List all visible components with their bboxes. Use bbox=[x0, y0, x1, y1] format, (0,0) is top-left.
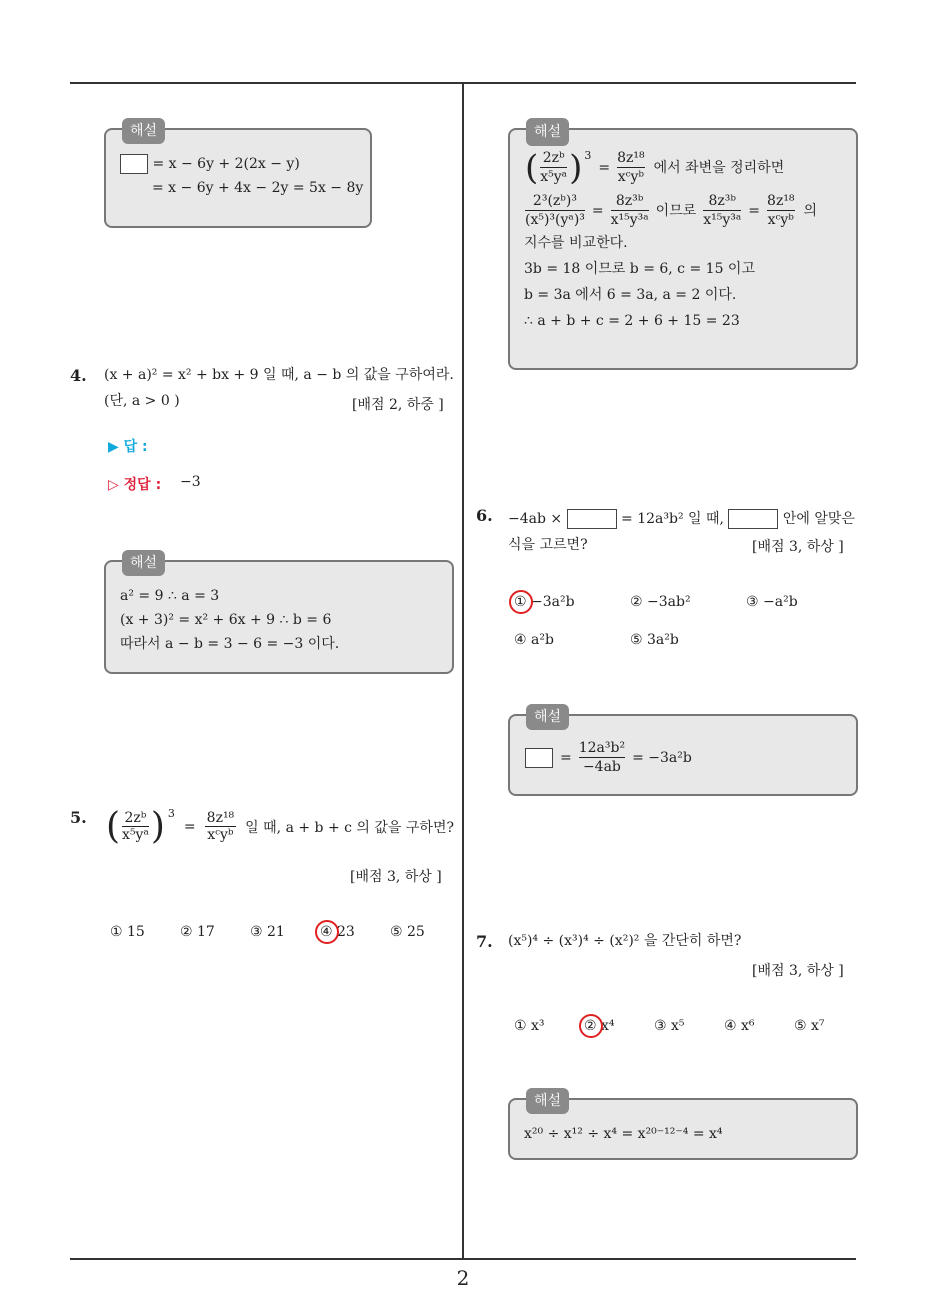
choice-1[interactable]: ① −3a²b bbox=[514, 594, 575, 610]
solution-tag: 해설 bbox=[526, 118, 569, 146]
question-number: 7. bbox=[476, 932, 493, 951]
choice-5[interactable]: ⑤ x⁷ bbox=[794, 1018, 825, 1034]
blank-box bbox=[728, 509, 778, 529]
points-label: [배점 3, 하상 ] bbox=[752, 963, 844, 979]
blank-box bbox=[567, 509, 617, 529]
solution-box-q5: 해설 ( 2zᵇ x⁵yᵃ ) 3 = 8z¹⁸ xᶜyᵇ 에서 좌변을 정리하면 2³(zᵇ)³ (x⁵)³(yᵃ)³ = 8z³ᵇ x¹⁵y³ᵃ 이므로 8z³ᵇ x¹⁵y³ᵃ = 8z¹⁸ xᶜyᵇ 의 지수를 비교한다. 3b = 18 이므로 b = 6, c = 15 이고 b = 3a 에서 6 = 3a, a = 2 이다. ∴ a + b + c = 2 + 6 + 15 = 23 bbox=[508, 128, 858, 370]
correct-label: ▷ 정답 : bbox=[108, 477, 162, 493]
points-label: [배점 2, 하중 ] bbox=[352, 397, 444, 413]
question-text: (x + a)² = x² + bx + 9 일 때, a − b 의 값을 구하여라. (단, a > 0 ) bbox=[104, 367, 454, 409]
blank-box bbox=[120, 154, 148, 174]
solution-box-q3 bbox=[104, 123, 372, 228]
choice-3[interactable]: ③ 21 bbox=[250, 924, 285, 940]
choice-3[interactable]: ③ −a²b bbox=[746, 594, 798, 610]
answer-circle-mark bbox=[509, 590, 533, 614]
solution-box-q7: 해설 x²⁰ ÷ x¹² ÷ x⁴ = x²⁰⁻¹²⁻⁴ = x⁴ bbox=[508, 1098, 858, 1160]
choice-2[interactable]: ② x⁴ bbox=[584, 1018, 615, 1034]
choice-4[interactable]: ④ x⁶ bbox=[724, 1018, 755, 1034]
column-divider bbox=[462, 84, 464, 1258]
choice-1[interactable]: ① 15 bbox=[110, 924, 145, 940]
choice-4[interactable]: ④ 23 bbox=[320, 924, 355, 940]
bottom-rule bbox=[70, 1258, 856, 1260]
points-label: [배점 3, 하상 ] bbox=[752, 539, 844, 555]
solution-tag: 해설 bbox=[122, 118, 165, 144]
choice-5[interactable]: ⑤ 3a²b bbox=[630, 632, 679, 648]
solution-line: = x − 6y + 2(2x − y) bbox=[120, 152, 356, 176]
solution-box-q4: 해설 a² = 9 ∴ a = 3 (x + 3)² = x² + 6x + 9 ∴ b = 6 따라서 a − b = 3 − 6 = −3 이다. bbox=[104, 560, 454, 674]
answer-label: ▶ 답 : bbox=[108, 439, 148, 455]
question-text: −4ab × = 12a³b² 일 때, 안에 알맞은 식을 고르면? bbox=[508, 511, 855, 553]
choice-5[interactable]: ⑤ 25 bbox=[390, 924, 425, 940]
question-text: ( 2zᵇ x⁵yᵃ ) 3 = 8z¹⁸ xᶜyᵇ 일 때, a + b + c 의 값을 구하면? bbox=[106, 806, 454, 847]
choice-2[interactable]: ② −3ab² bbox=[630, 594, 691, 610]
page-number: 2 bbox=[456, 1266, 470, 1290]
solution-line: = x − 6y + 4x − 2y = 5x − 8y bbox=[152, 180, 364, 196]
choice-4[interactable]: ④ a²b bbox=[514, 632, 554, 648]
choice-2[interactable]: ② 17 bbox=[180, 924, 215, 940]
points-label: [배점 3, 하상 ] bbox=[350, 869, 442, 885]
question-number: 6. bbox=[476, 506, 493, 525]
solution-tag: 해설 bbox=[526, 1088, 569, 1114]
solution-tag: 해설 bbox=[122, 550, 165, 576]
blank-box bbox=[525, 748, 553, 768]
choice-1[interactable]: ① x³ bbox=[514, 1018, 545, 1034]
answer-circle-mark bbox=[579, 1014, 603, 1038]
correct-value: −3 bbox=[180, 474, 201, 490]
choice-3[interactable]: ③ x⁵ bbox=[654, 1018, 685, 1034]
question-number: 5. bbox=[70, 808, 87, 827]
solution-tag: 해설 bbox=[526, 704, 569, 730]
question-number: 4. bbox=[70, 366, 87, 385]
answer-circle-mark bbox=[315, 920, 339, 944]
solution-box-q6: 해설 = 12a³b² −4ab = −3a²b bbox=[508, 714, 858, 796]
question-text: (x⁵)⁴ ÷ (x³)⁴ ÷ (x²)² 을 간단히 하면? bbox=[508, 933, 742, 949]
